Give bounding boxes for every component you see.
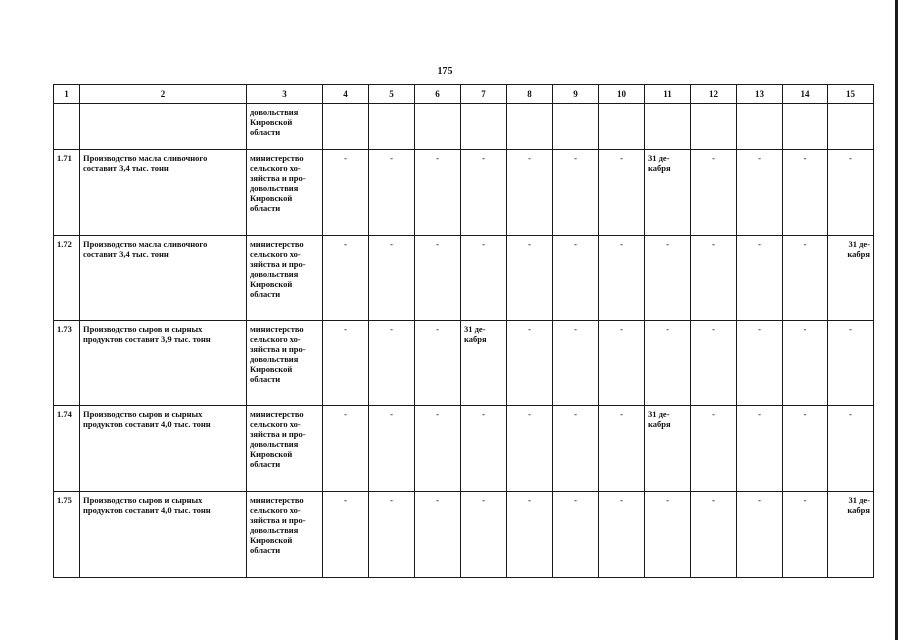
responsible-line: сельского хо- [250,505,301,515]
data-cell [599,104,645,150]
dash-cell: - [507,492,553,578]
dash-cell: - [553,492,599,578]
column-header: 12 [691,85,737,104]
data-cell [691,104,737,150]
dash-cell: - [737,406,783,492]
name-cell [80,104,247,150]
dash-cell: - [507,236,553,321]
responsible-line: области [250,545,281,555]
responsible-line: зяйства и про- [250,515,306,525]
dash-cell: - [507,150,553,236]
table-row [54,406,874,492]
page-number: 175 [437,66,453,77]
data-cell [783,104,828,150]
date-line: 31 де- [648,409,670,419]
dash-cell: - [461,492,507,578]
row-number-cell: 1.75 [54,492,80,578]
schedule-table [53,84,874,578]
name-cell: Производство масла сливочного составит 3,4 тыс. тонн [80,236,247,321]
column-header: 8 [507,85,553,104]
date-line: 31 де- [464,324,486,334]
data-cell [553,104,599,150]
dash-cell: - [461,150,507,236]
date-line: кабря [648,163,671,173]
column-header: 9 [553,85,599,104]
dash-cell: - [323,492,369,578]
date-cell [828,492,874,578]
column-header: 7 [461,85,507,104]
dash-cell: - [369,236,415,321]
responsible-line: области [250,127,281,137]
dash-cell: - [369,150,415,236]
responsible-line: довольствия [250,269,299,279]
data-cell [507,104,553,150]
dash-cell: - [691,321,737,406]
table-row [54,492,874,578]
dash-cell: - [553,406,599,492]
dash-cell: - [599,321,645,406]
dash-cell: - [599,406,645,492]
dash-cell: - [415,321,461,406]
dash-cell: - [323,236,369,321]
row-number-cell: 1.72 [54,236,80,321]
responsible-line: министерство [250,324,304,334]
row-number-cell: 1.74 [54,406,80,492]
dash-cell: - [323,150,369,236]
column-header: 4 [323,85,369,104]
responsible-line: Кировской [250,535,293,545]
dash-cell: - [415,406,461,492]
responsible-line: сельского хо- [250,334,301,344]
column-header: 15 [828,85,874,104]
dash-cell: - [828,406,874,492]
responsible-line: Кировской [250,279,293,289]
column-header: 13 [737,85,783,104]
dash-cell: - [461,236,507,321]
responsible-line: довольствия [250,107,299,117]
column-header: 5 [369,85,415,104]
column-header: 14 [783,85,828,104]
dash-cell: - [828,321,874,406]
dash-cell: - [369,321,415,406]
responsible-line: области [250,203,281,213]
responsible-line: сельского хо- [250,419,301,429]
responsible-line: довольствия [250,439,299,449]
date-line: 31 де- [848,239,870,249]
name-cell: Производство сыров и сырных продуктов составит 3,9 тыс. тонн [80,321,247,406]
data-cell [323,104,369,150]
dash-cell: - [691,406,737,492]
dash-cell: - [737,492,783,578]
responsible-line: министерство [250,409,304,419]
responsible-line: зяйства и про- [250,259,306,269]
responsible-line: сельского хо- [250,163,301,173]
dash-cell: - [737,236,783,321]
name-cell: Производство масла сливочного составит 3,4 тыс. тонн [80,150,247,236]
dash-cell: - [369,406,415,492]
dash-cell: - [507,406,553,492]
responsible-line: довольствия [250,183,299,193]
continuation-row [54,104,874,150]
dash-cell: - [323,406,369,492]
column-header: 1 [54,85,80,104]
date-cell [645,406,691,492]
responsible-line: области [250,374,281,384]
page-edge-bar [895,0,898,640]
dash-cell: - [599,236,645,321]
data-cell [415,104,461,150]
dash-cell: - [415,236,461,321]
row-number-cell [54,104,80,150]
date-cell [828,236,874,321]
responsible-line: Кировской [250,364,293,374]
table-row [54,150,874,236]
dash-cell: - [783,236,828,321]
date-line: 31 де- [648,153,670,163]
column-header: 11 [645,85,691,104]
dash-cell: - [323,321,369,406]
date-line: кабря [847,505,870,515]
responsible-line: довольствия [250,525,299,535]
table-body [54,104,874,578]
data-cell [737,104,783,150]
dash-cell: - [415,150,461,236]
responsible-line: Кировской [250,449,293,459]
dash-cell: - [645,492,691,578]
dash-cell: - [783,150,828,236]
dash-cell: - [783,492,828,578]
responsible-line: области [250,289,281,299]
dash-cell: - [783,406,828,492]
column-header: 2 [80,85,247,104]
dash-cell: - [645,236,691,321]
dash-cell: - [691,492,737,578]
dash-cell: - [507,321,553,406]
name-cell: Производство сыров и сырных продуктов составит 4,0 тыс. тонн [80,406,247,492]
header-row [54,85,874,104]
dash-cell: - [553,150,599,236]
date-line: кабря [464,334,487,344]
responsible-line: Кировской [250,117,293,127]
responsible-line: министерство [250,153,304,163]
dash-cell: - [461,406,507,492]
responsible-line: Кировской [250,193,293,203]
date-cell [461,321,507,406]
data-cell [828,104,874,150]
date-line: кабря [847,249,870,259]
table-row [54,321,874,406]
responsible-cell [247,406,323,492]
data-cell [461,104,507,150]
column-header: 6 [415,85,461,104]
dash-cell: - [645,321,691,406]
data-cell [645,104,691,150]
dash-cell: - [415,492,461,578]
responsible-line: министерство [250,239,304,249]
responsible-line: зяйства и про- [250,344,306,354]
dash-cell: - [553,321,599,406]
date-line: 31 де- [848,495,870,505]
date-cell [645,150,691,236]
dash-cell: - [553,236,599,321]
dash-cell: - [828,150,874,236]
row-number-cell: 1.73 [54,321,80,406]
responsible-line: довольствия [250,354,299,364]
responsible-cell [247,104,323,150]
column-header: 10 [599,85,645,104]
dash-cell: - [737,150,783,236]
responsible-cell [247,492,323,578]
data-cell [369,104,415,150]
responsible-line: сельского хо- [250,249,301,259]
dash-cell: - [369,492,415,578]
responsible-line: министерство [250,495,304,505]
responsible-line: области [250,459,281,469]
row-number-cell: 1.71 [54,150,80,236]
table-row [54,236,874,321]
dash-cell: - [783,321,828,406]
dash-cell: - [599,150,645,236]
responsible-cell [247,321,323,406]
dash-cell: - [599,492,645,578]
responsible-cell [247,236,323,321]
responsible-line: зяйства и про- [250,429,306,439]
column-header: 3 [247,85,323,104]
name-cell: Производство сыров и сырных продуктов составит 4,0 тыс. тонн [80,492,247,578]
dash-cell: - [691,236,737,321]
dash-cell: - [737,321,783,406]
responsible-cell [247,150,323,236]
dash-cell: - [691,150,737,236]
responsible-line: зяйства и про- [250,173,306,183]
date-line: кабря [648,419,671,429]
